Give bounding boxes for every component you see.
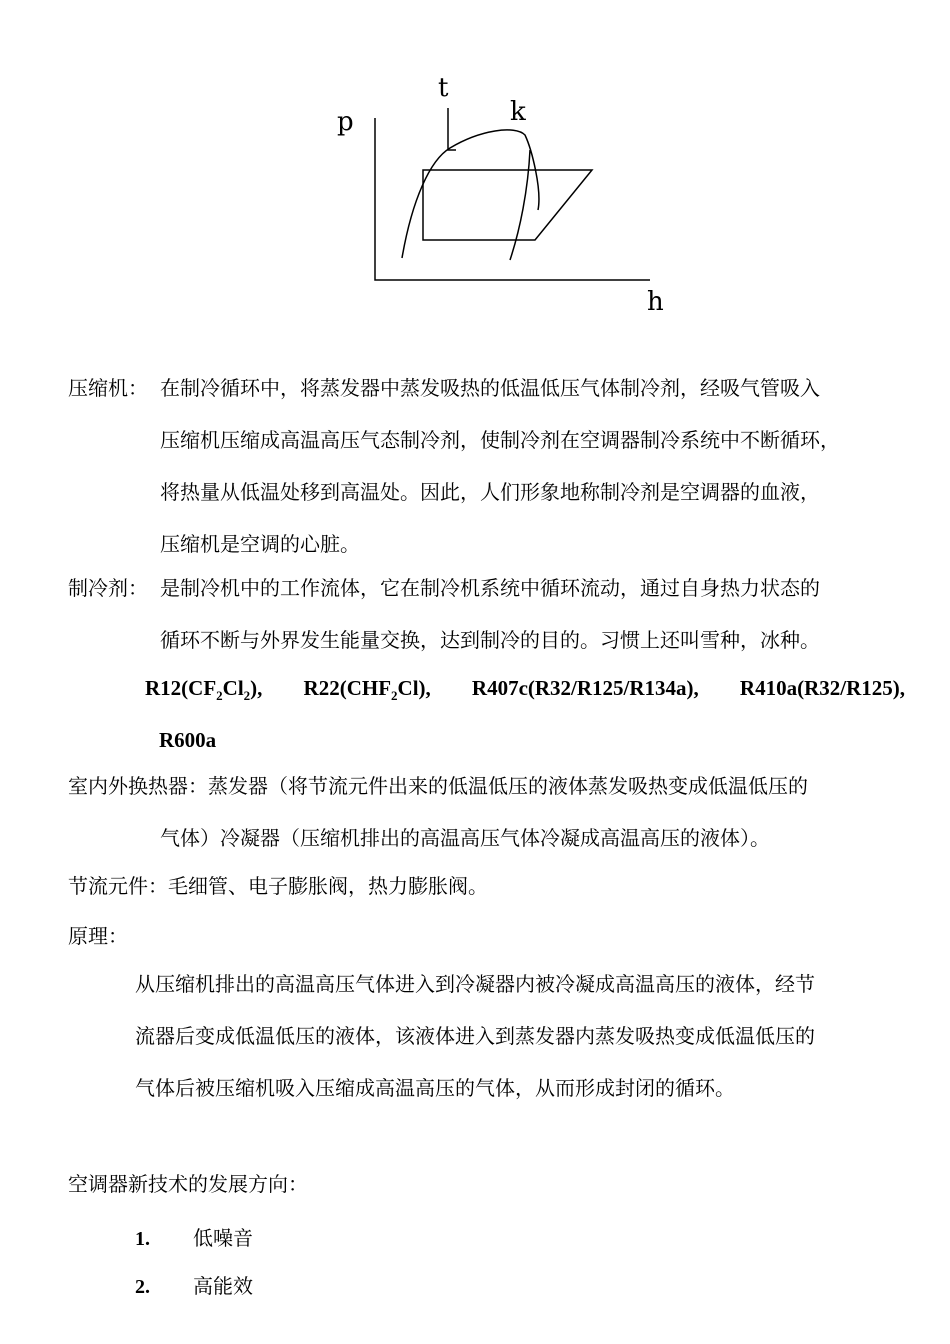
list-number: 2.: [135, 1276, 150, 1298]
h-axis-label: h: [647, 287, 664, 317]
compressor-line-4: 压缩机是空调的心脏。: [160, 532, 360, 556]
development-item-1: [135, 1222, 253, 1251]
development-heading: 空调器新技术的发展方向：: [68, 1172, 308, 1196]
refrigerant-r22: $R22(CHF_2Cl)$,: [303, 676, 431, 704]
refrigerant-r12: $R12(CF_2Cl_2)$,: [145, 676, 263, 704]
k-label: k: [510, 97, 526, 127]
refrigerant-r410a: R410a(R32/R125),: [739, 676, 905, 700]
throttle-paragraph: 节流元件：毛细管、电子膨胀阀，热力膨胀阀。: [68, 874, 488, 898]
heat-exchanger-term: 室内外换热器：: [68, 774, 208, 798]
principle-body: [135, 958, 905, 1114]
list-number: 1.: [135, 1228, 150, 1250]
compressor-line-1: 在制冷循环中，将蒸发器中蒸发吸热的低温低压气体制冷剂，经吸气管吸入: [160, 376, 820, 400]
principle-line-1: 从压缩机排出的高温高压气体进入到冷凝器内被冷凝成高温高压的液体，经节: [135, 972, 815, 996]
ph-diagram: [320, 70, 680, 320]
heat-exchanger-section: [0, 760, 950, 864]
principle-heading: 原理：: [68, 924, 128, 948]
heat-exchanger-line-2: 气体）冷凝器（压缩机排出的高温高压气体冷凝成高温高压的液体）。: [160, 826, 770, 850]
refrigerant-r407c: R407c(R32/R125/R134a),: [471, 676, 699, 700]
compressor-line-3: 将热量从低温处移到高温处。因此，人们形象地称制冷剂是空调器的血液，: [160, 480, 820, 504]
p-axis-label: p: [337, 107, 354, 137]
refrigeration-cycle: [423, 170, 592, 240]
refrigerant-section: [0, 562, 950, 666]
heat-exchanger-line-1: [68, 760, 808, 812]
refrigerant-definition: [160, 562, 905, 666]
list-label: 高能效: [193, 1274, 253, 1298]
compressor-definition: [160, 362, 905, 570]
dome-right-branch: [510, 150, 530, 260]
refrigerant-line-2: 循环不断与外界发生能量交换，达到制冷的目的。习惯上还叫雪种，冰种。: [160, 628, 820, 652]
compressor-line-2: 压缩机压缩成高温高压气态制冷剂，使制冷剂在空调器制冷系统中不断循环，: [160, 428, 840, 452]
development-item-2: [135, 1270, 253, 1299]
principle-line-3: 气体后被压缩机吸入压缩成高温高压的气体，从而形成封闭的循环。: [135, 1076, 735, 1100]
refrigerant-term: 制冷剂：: [68, 576, 148, 600]
refrigerant-line-1: 是制冷机中的工作流体，它在制冷机系统中循环流动，通过自身热力状态的: [160, 576, 820, 600]
list-label: 低噪音: [193, 1226, 253, 1250]
compressor-section: [0, 362, 950, 570]
heat-exchanger-text-1: 蒸发器（将节流元件出来的低温低压的液体蒸发吸热变成低温低压的: [208, 774, 808, 798]
refrigerant-r600a: R600a: [159, 728, 217, 752]
isotherm-t: [448, 108, 456, 150]
principle-line-2: 流器后变成低温低压的液体，该液体进入到蒸发器内蒸发吸热变成低温低压的: [135, 1024, 815, 1048]
t-label: t: [438, 73, 449, 103]
compressor-term: 压缩机：: [68, 376, 148, 400]
refrigerant-types: [145, 662, 905, 766]
